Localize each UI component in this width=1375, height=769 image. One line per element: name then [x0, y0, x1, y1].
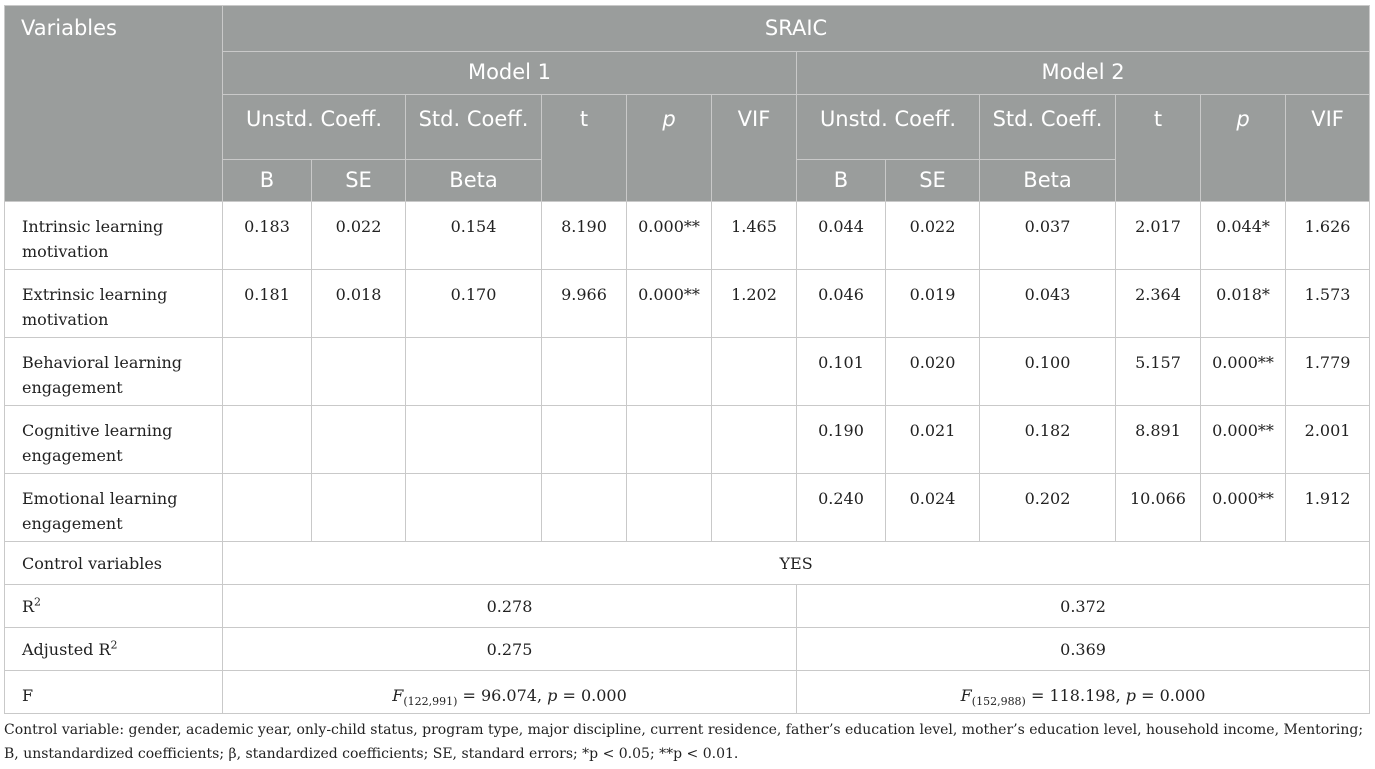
adjusted-r2-model1: 0.275	[223, 628, 797, 671]
adjusted-r2-label: Adjusted $R^2$	[5, 628, 223, 671]
m1-beta-header: Beta	[406, 160, 542, 202]
table-footnote: Control variable: gender, academic year, only-child status, program type, major discipline, current residence, father’s education level, mother’s education level, household income, Mentoring; B, unstandardized coefficients; β, standardized coefficients; SE, standard errors; *p < 0.05; **p < 0.01.	[4, 722, 1364, 762]
r2-label: $R^2$	[5, 585, 223, 628]
m2-se-cell: 0.022	[886, 202, 980, 270]
variable-label: Emotional learning engagement	[5, 474, 223, 542]
m2-vif-cell: 1.626	[1286, 202, 1370, 270]
variable-label: Cognitive learning engagement	[5, 406, 223, 474]
m1-p-cell	[627, 338, 712, 406]
m2-beta-cell: 0.202	[980, 474, 1116, 542]
m2-vif-cell: 1.573	[1286, 270, 1370, 338]
model1-header: Model 1	[223, 52, 797, 95]
variable-label: Extrinsic learning motivation	[5, 270, 223, 338]
m2-b-cell: 0.190	[797, 406, 886, 474]
adjusted-r2-model2: 0.369	[797, 628, 1370, 671]
m1-p-header: p	[627, 95, 712, 202]
m1-se-cell: 0.018	[312, 270, 406, 338]
m2-vif-cell: 1.912	[1286, 474, 1370, 542]
f-model1: $F_{(122,991)} = 96.074$, p = 0.000	[223, 671, 797, 714]
m2-p-cell: 0.000**	[1201, 338, 1286, 406]
m1-vif-cell	[712, 474, 797, 542]
table-row	[5, 202, 1370, 270]
m1-se-cell	[312, 338, 406, 406]
m1-beta-cell	[406, 406, 542, 474]
m2-vif-cell: 2.001	[1286, 406, 1370, 474]
m1-se-header: SE	[312, 160, 406, 202]
dependent-variable-header: SRAIC	[223, 6, 1370, 52]
m1-t-header: t	[542, 95, 627, 202]
m1-t-cell: 8.190	[542, 202, 627, 270]
m1-p-cell	[627, 474, 712, 542]
m1-b-cell: 0.183	[223, 202, 312, 270]
m2-se-cell: 0.019	[886, 270, 980, 338]
table-row	[5, 474, 1370, 542]
m2-se-cell: 0.020	[886, 338, 980, 406]
control-variables-value: YES	[223, 542, 1370, 585]
m1-t-cell	[542, 474, 627, 542]
m1-t-cell	[542, 338, 627, 406]
m2-beta-cell: 0.037	[980, 202, 1116, 270]
m1-vif-header: VIF	[712, 95, 797, 202]
m1-b-cell	[223, 406, 312, 474]
r2-model2: 0.372	[797, 585, 1370, 628]
m2-b-header: B	[797, 160, 886, 202]
regression-table	[4, 5, 1370, 714]
variable-label: Behavioral learning engagement	[5, 338, 223, 406]
m1-se-cell	[312, 474, 406, 542]
m2-t-cell: 2.364	[1116, 270, 1201, 338]
m2-p-cell: 0.018*	[1201, 270, 1286, 338]
m2-unstd-header: Unstd. Coeff.	[797, 95, 980, 160]
m1-b-header: B	[223, 160, 312, 202]
control-variables-label: Control variables	[5, 542, 223, 585]
m1-beta-cell	[406, 474, 542, 542]
m2-beta-cell: 0.182	[980, 406, 1116, 474]
control-variables-row	[5, 542, 1370, 585]
m2-b-cell: 0.044	[797, 202, 886, 270]
m2-p-cell: 0.044*	[1201, 202, 1286, 270]
m2-t-header: t	[1116, 95, 1201, 202]
table-row	[5, 406, 1370, 474]
f-row	[5, 671, 1370, 714]
m2-vif-cell: 1.779	[1286, 338, 1370, 406]
r2-row	[5, 585, 1370, 628]
m1-beta-cell	[406, 338, 542, 406]
m1-b-cell: 0.181	[223, 270, 312, 338]
m1-p-cell: 0.000**	[627, 270, 712, 338]
m2-se-cell: 0.024	[886, 474, 980, 542]
m1-p-cell	[627, 406, 712, 474]
m2-p-cell: 0.000**	[1201, 406, 1286, 474]
m2-se-cell: 0.021	[886, 406, 980, 474]
m2-b-cell: 0.240	[797, 474, 886, 542]
m2-beta-header: Beta	[980, 160, 1116, 202]
m2-t-cell: 10.066	[1116, 474, 1201, 542]
m1-t-cell: 9.966	[542, 270, 627, 338]
adjusted-r2-row	[5, 628, 1370, 671]
m2-t-cell: 8.891	[1116, 406, 1201, 474]
m1-std-header: Std. Coeff.	[406, 95, 542, 160]
m1-unstd-header: Unstd. Coeff.	[223, 95, 406, 160]
m1-vif-cell: 1.465	[712, 202, 797, 270]
m1-beta-cell: 0.170	[406, 270, 542, 338]
m2-beta-cell: 0.043	[980, 270, 1116, 338]
m2-b-cell: 0.046	[797, 270, 886, 338]
m1-se-cell: 0.022	[312, 202, 406, 270]
m2-p-header: p	[1201, 95, 1286, 202]
m2-std-header: Std. Coeff.	[980, 95, 1116, 160]
m1-b-cell	[223, 474, 312, 542]
variable-label: Intrinsic learning motivation	[5, 202, 223, 270]
m2-vif-header: VIF	[1286, 95, 1370, 202]
m1-p-cell: 0.000**	[627, 202, 712, 270]
m1-beta-cell: 0.154	[406, 202, 542, 270]
f-label: F	[5, 671, 223, 714]
m2-p-cell: 0.000**	[1201, 474, 1286, 542]
r2-model1: 0.278	[223, 585, 797, 628]
m2-t-cell: 2.017	[1116, 202, 1201, 270]
m2-t-cell: 5.157	[1116, 338, 1201, 406]
table-row	[5, 270, 1370, 338]
variables-header: Variables	[5, 6, 223, 202]
m1-b-cell	[223, 338, 312, 406]
m2-b-cell: 0.101	[797, 338, 886, 406]
f-model2: $F_{(152,988)} = 118.198$, p = 0.000	[797, 671, 1370, 714]
m1-t-cell	[542, 406, 627, 474]
m1-se-cell	[312, 406, 406, 474]
m1-vif-cell: 1.202	[712, 270, 797, 338]
model2-header: Model 2	[797, 52, 1370, 95]
m2-se-header: SE	[886, 160, 980, 202]
m2-beta-cell: 0.100	[980, 338, 1116, 406]
m1-vif-cell	[712, 406, 797, 474]
m1-vif-cell	[712, 338, 797, 406]
table-row	[5, 338, 1370, 406]
